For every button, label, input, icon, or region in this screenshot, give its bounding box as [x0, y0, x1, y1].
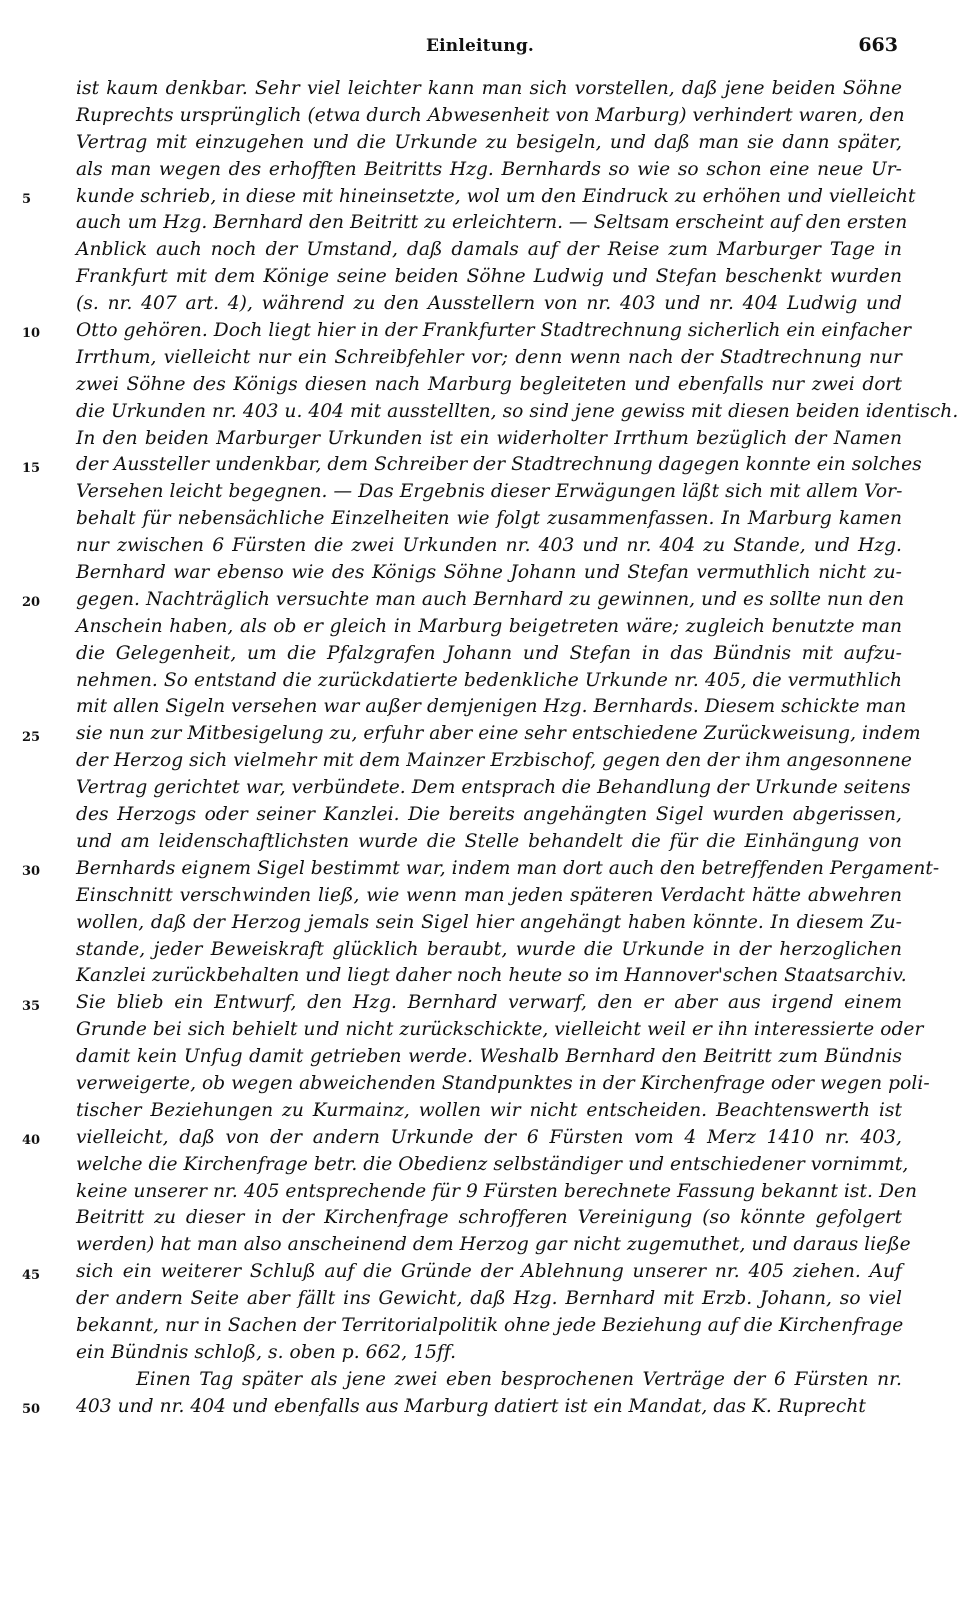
- text-line: Kanzlei zurückbehalten und liegt daher noch heute so im Hannover'schen Staatsarchiv.: [76, 965, 907, 987]
- running-title: Einleitung.: [425, 36, 535, 56]
- text-line: verweigerte, ob wegen abweichenden Standpunktes in der Kirchenfrage oder wegen poli-: [76, 1072, 930, 1094]
- line-number: 40: [22, 1133, 41, 1149]
- text-line: mit allen Sigeln versehen war außer demjenigen Hzg. Bernhards. Diesem schickte man: [76, 696, 907, 718]
- line-number: 15: [22, 460, 41, 476]
- text-line: ist kaum denkbar. Sehr viel leichter kann man sich vorstellen, daß jene beiden Söhne: [76, 78, 902, 99]
- text-line: vielleicht, daß von der andern Urkunde der 6 Fürsten vom 4 Merz 1410 nr. 403,: [76, 1126, 902, 1148]
- text-line: 403 und nr. 404 und ebenfalls aus Marburg datiert ist ein Mandat, das K. Ruprecht: [76, 1395, 866, 1417]
- page-number: 663: [858, 34, 898, 56]
- text-line: Grunde bei sich behielt und nicht zurückschickte, vielleicht weil er ihn interessierte oder: [76, 1019, 924, 1041]
- text-line: tischer Beziehungen zu Kurmainz, wollen wir nicht entscheiden. Beachtenswerth ist: [76, 1099, 902, 1121]
- text-line: der andern Seite aber fällt ins Gewicht, daß Hzg. Bernhard mit Erzb. Johann, so viel: [76, 1288, 902, 1310]
- text-line: Ruprechts ursprünglich (etwa durch Abwesenheit von Marburg) verhindert waren, den: [76, 104, 905, 126]
- text-line: Otto gehören. Doch liegt hier in der Frankfurter Stadtrechnung sicherlich ein einfacher: [76, 320, 912, 342]
- line-number: 50: [22, 1402, 41, 1418]
- text-line: Vertrag gerichtet war, verbündete. Dem entsprach die Behandlung der Urkunde seitens: [76, 777, 911, 799]
- text-line: Irrthum, vielleicht nur ein Schreibfehler vor; denn wenn nach der Stadtrechnung nur: [76, 346, 902, 368]
- text-line: Beitritt zu dieser in der Kirchenfrage schrofferen Vereinigung (so könnte gefolgert: [76, 1207, 902, 1229]
- text-line: und am leidenschaftlichsten wurde die Stelle behandelt die für die Einhängung von: [76, 830, 902, 852]
- text-line: damit kein Unfug damit getrieben werde. Weshalb Bernhard den Beitritt zum Bündnis: [76, 1046, 902, 1068]
- line-number: 5: [22, 191, 32, 207]
- text-line: des Herzogs oder seiner Kanzlei. Die bereits angehängten Sigel wurden abgerissen,: [76, 804, 902, 826]
- text-line: der Herzog sich vielmehr mit dem Mainzer Erzbischof, gegen den der ihm angesonnene: [76, 750, 912, 772]
- text-line: Versehen leicht begegnen. — Das Ergebnis dieser Erwägungen läßt sich mit allem Vor-: [76, 481, 903, 503]
- text-line: behalt für nebensächliche Einzelheiten wie folgt zusammenfassen. In Marburg kamen: [76, 508, 902, 530]
- text-line: Bernhard war ebenso wie des Königs Söhne Johann und Stefan vermuthlich nicht zu-: [76, 562, 902, 584]
- text-line: Einschnitt verschwinden ließ, wie wenn man jeden späteren Verdacht hätte abwehren: [76, 884, 902, 906]
- line-number: 45: [22, 1267, 41, 1283]
- text-line: bekannt, nur in Sachen der Territorialpolitik ohne jede Beziehung auf die Kirchenfrage: [76, 1314, 904, 1336]
- text-line: Einen Tag später als jene zwei eben besprochenen Verträge der 6 Fürsten nr.: [136, 1368, 902, 1390]
- text-line: der Aussteller undenkbar, dem Schreiber der Stadtrechnung dagegen konnte ein solches: [76, 454, 922, 476]
- text-line: auch um Hzg. Bernhard den Beitritt zu erleichtern. — Seltsam erscheint auf den ersten: [76, 212, 908, 234]
- text-line: gegen. Nachträglich versuchte man auch Bernhard zu gewinnen, und es sollte nun den: [76, 588, 905, 610]
- text-line: stande, jeder Beweiskraft glücklich beraubt, wurde die Urkunde in der herzoglichen: [76, 938, 902, 960]
- line-number: 35: [22, 998, 41, 1014]
- line-number: 10: [22, 326, 41, 342]
- text-line: werden) hat man also anscheinend dem Herzog gar nicht zugemuthet, und daraus ließe: [76, 1234, 911, 1256]
- text-line: sie nun zur Mitbesigelung zu, erfuhr aber eine sehr entschiedene Zurückweisung, indem: [76, 723, 921, 745]
- line-number: 30: [22, 864, 41, 880]
- text-line: Sie blieb ein Entwurf, den Hzg. Bernhard verwarf, den er aber aus irgend einem: [76, 992, 902, 1014]
- text-line: keine unserer nr. 405 entsprechende für 9 Fürsten berechnete Fassung bekannt ist. Den: [76, 1180, 918, 1202]
- text-line: zwei Söhne des Königs diesen nach Marburg begleiteten und ebenfalls nur zwei dort: [76, 373, 902, 395]
- text-line: Anblick auch noch der Umstand, daß damals auf der Reise zum Marburger Tage in: [76, 239, 902, 261]
- text-line: ein Bündnis schloß, s. oben p. 662, 15ff.: [76, 1341, 457, 1363]
- text-line: (s. nr. 407 art. 4), während zu den Ausstellern von nr. 403 und nr. 404 Ludwig und: [76, 293, 902, 315]
- line-number: 25: [22, 729, 41, 745]
- text-line: nur zwischen 6 Fürsten die zwei Urkunden nr. 403 und nr. 404 zu Stande, und Hzg.: [76, 535, 902, 557]
- text-line: In den beiden Marburger Urkunden ist ein widerholter Irrthum bezüglich der Namen: [76, 427, 902, 449]
- text-line: kunde schrieb, in diese mit hineinsetzte, wol um den Eindruck zu erhöhen und vielleicht: [76, 185, 916, 207]
- text-line: wollen, daß der Herzog jemals sein Sigel hier angehängt haben könnte. In diesem Zu-: [76, 911, 902, 933]
- text-line: die Gelegenheit, um die Pfalzgrafen Johann und Stefan in das Bündnis mit aufzu-: [76, 642, 902, 664]
- text-line: Vertrag mit einzugehen und die Urkunde zu besigeln, und daß man sie dann später,: [76, 131, 902, 153]
- text-line: die Urkunden nr. 403 u. 404 mit ausstellten, so sind jene gewiss mit diesen beiden identisch.: [76, 400, 959, 422]
- text-line: Frankfurt mit dem Könige seine beiden Söhne Ludwig und Stefan beschenkt wurden: [76, 266, 902, 288]
- page-header: [0, 34, 960, 64]
- text-line: Anschein haben, als ob er gleich in Marburg beigetreten wäre; zugleich benutzte man: [76, 615, 902, 637]
- body-text: [76, 76, 959, 1421]
- text-line: sich ein weiterer Schluß auf die Gründe der Ablehnung unserer nr. 405 ziehen. Auf: [76, 1261, 902, 1283]
- text-line: als man wegen des erhofften Beitritts Hzg. Bernhards so wie so schon eine neue Ur-: [76, 158, 902, 180]
- line-number: 20: [22, 595, 41, 611]
- text-line: Bernhards eignem Sigel bestimmt war, indem man dort auch den betreffenden Pergament-: [76, 857, 940, 879]
- text-line: nehmen. So entstand die zurückdatierte bedenkliche Urkunde nr. 405, die vermuthlich: [76, 669, 902, 691]
- text-line: welche die Kirchenfrage betr. die Obedienz selbständiger und entschiedener vornimmt,: [76, 1153, 909, 1175]
